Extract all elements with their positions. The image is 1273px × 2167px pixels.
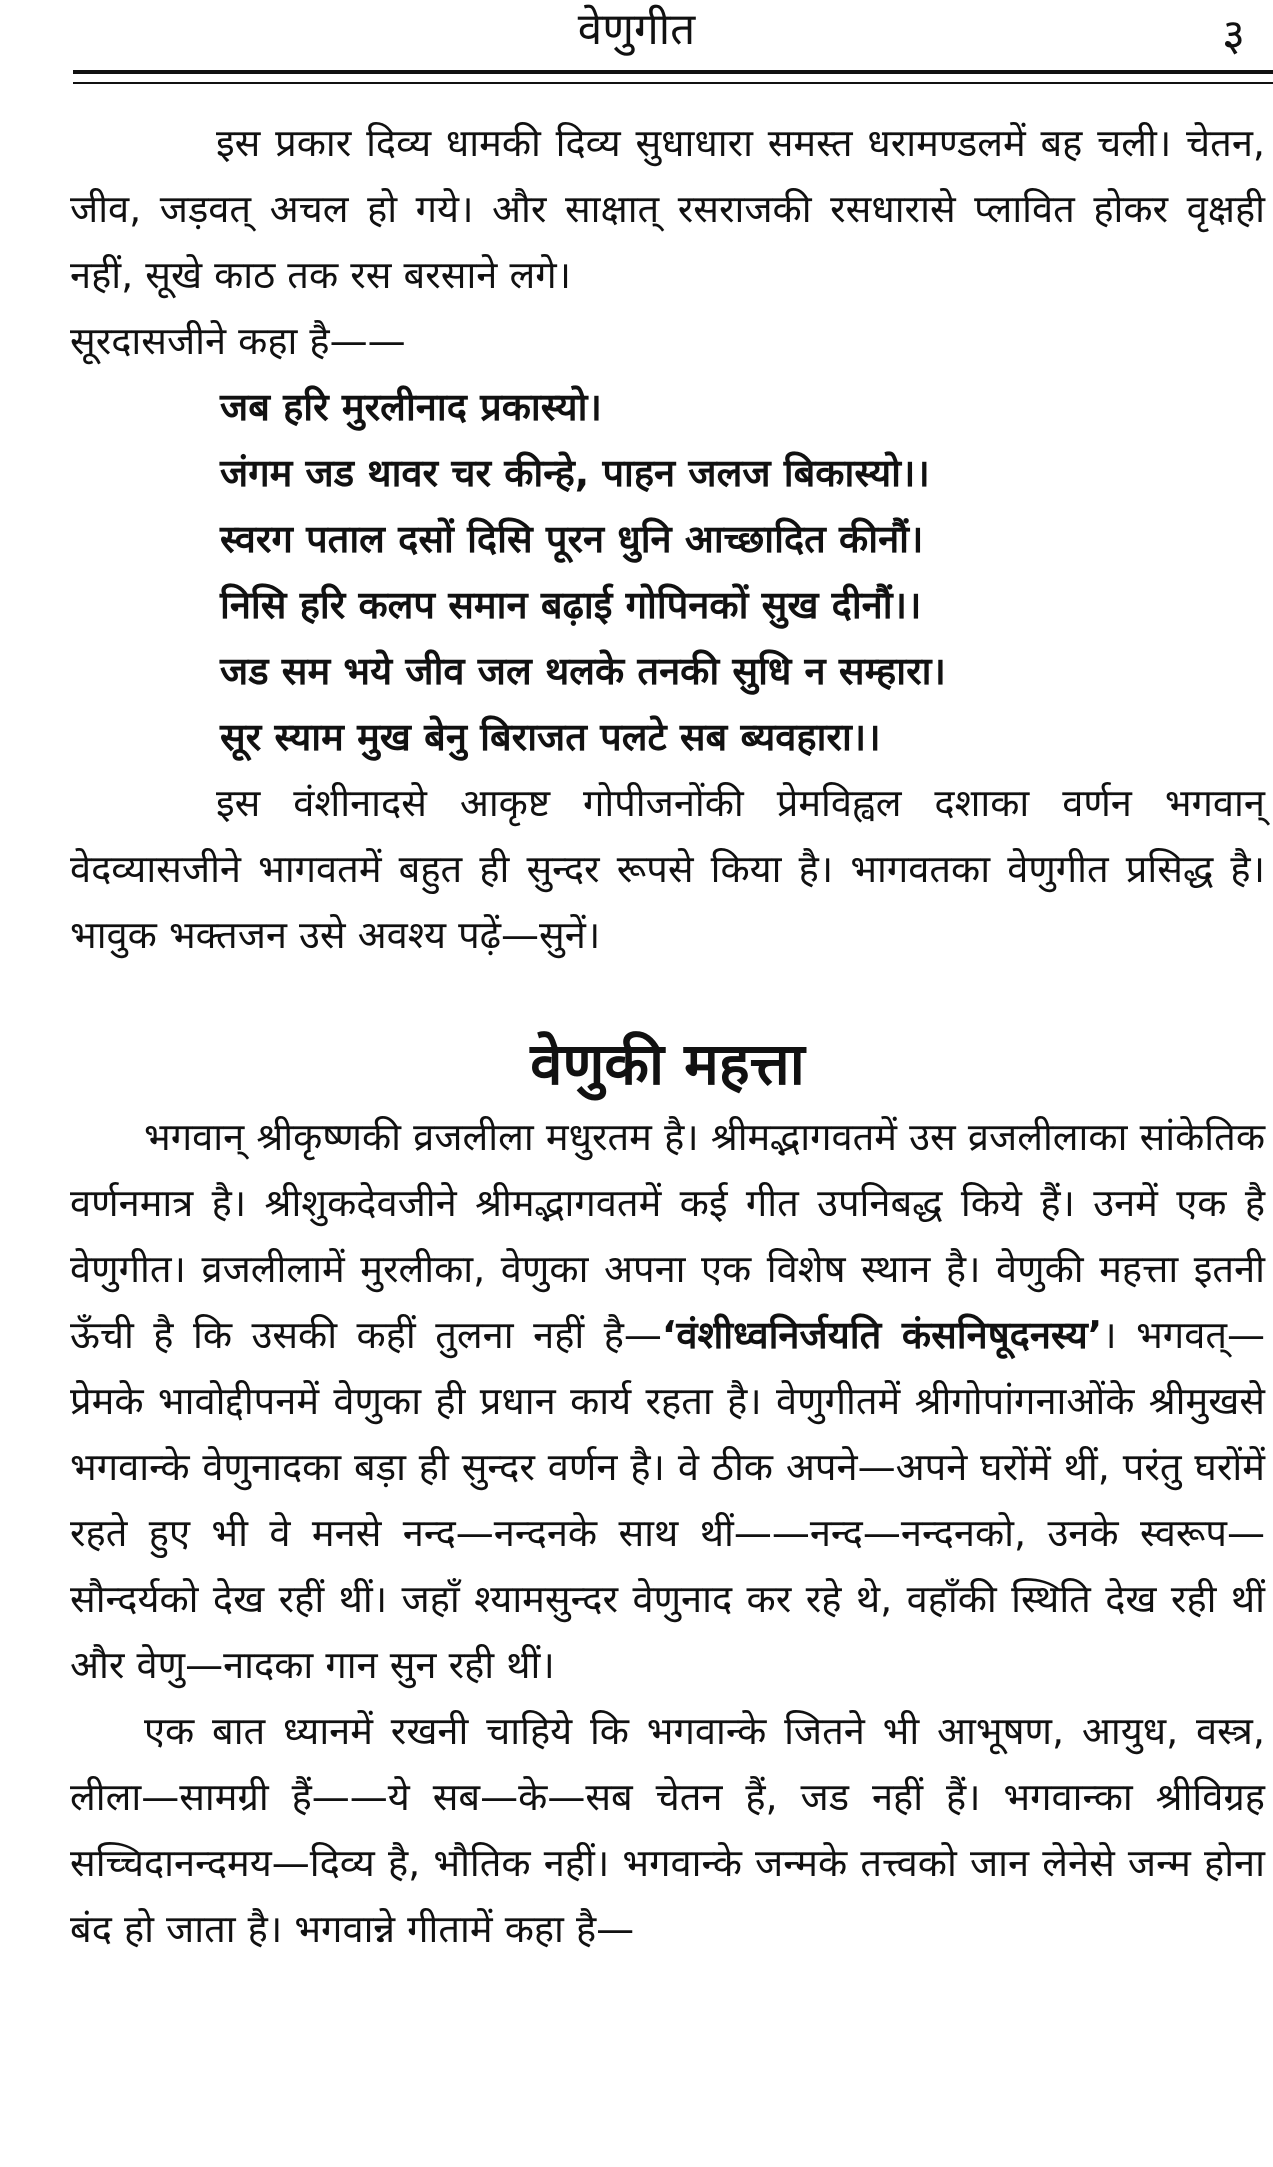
verse-line: स्वरग पताल दसों दिसि पूरन धुनि आच्छादित कीनौं। [220, 517, 924, 561]
section-heading: वेणुकी महत्ता [530, 1030, 805, 1098]
verse-line: जड सम भये जीव जल थलके तनकी सुधि न सम्हारा। [220, 649, 946, 693]
intro-quote-lead: सूरदासजीने कहा है—— [70, 319, 406, 363]
page-number: ३ [1222, 10, 1245, 61]
paragraph-text: । भगवत्—प्रेमके भावोद्दीपनमें वेणुका ही प्रधान कार्य रहता है। वेणुगीतमें श्रीगोपांगनाओंके श्रीमुखसे भगवान्के वेणुनादका बड़ा ही सुन्दर वर्णन है। वे ठीक अपने—अपने घरोंमें थीं, परंतु घरोंमें रहते हुए भी वे मनसे नन्द—नन्दनके साथ थीं——नन्द—नन्दनको, उनके स्वरूप—सौन्दर्यको देख रहीं थीं। जहाँ श्यामसुन्दर वेणुनाद कर रहे थे, वहाँकी स्थिति देख रही थीं और वेणु—नादका गान सुन रही थीं। [70, 1313, 1265, 1687]
running-title: वेणुगीत [577, 4, 696, 55]
intro-closing-paragraph: इस वंशीनादसे आकृष्ट गोपीजनोंकी प्रेमविह्वल दशाका वर्णन भगवान् वेदव्यासजीने भागवतमें बहुत ही सुन्दर रूपसे किया है। भागवतका वेणुगीत प्रसिद्ध है। भावुक भक्तजन उसे अवश्य पढ़ें—सुनें। [70, 781, 1265, 957]
verse-line: जंगम जड थावर चर कीन्हे, पाहन जलज बिकास्यो।। [220, 451, 930, 495]
running-head [0, 0, 1273, 64]
header-rule-thick [73, 70, 1273, 74]
verse-line: जब हरि मुरलीनाद प्रकास्यो। [220, 385, 602, 429]
paragraph-text: भगवान् श्रीकृष्णकी व्रजलीला मधुरतम है। श्रीमद्भागवतमें उस व्रजलीलाका सांकेतिक वर्णनमात्र है। श्रीशुकदेवजीने श्रीमद्भागवतमें कई गीत उपनिबद्ध किये हैं। उनमें एक है वेणुगीत। व्रजलीलामें मुरलीका, वेणुका अपना एक विशेष स्थान है। वेणुकी महत्ता इतनी ऊँची है कि उसकी कहीं तुलना नहीं है— [70, 1115, 1265, 1357]
header-rule-thin [73, 82, 1273, 84]
section-paragraph-1 [70, 1104, 1265, 1698]
section-paragraph-2: एक बात ध्यानमें रखनी चाहिये कि भगवान्के जितने भी आभूषण, आयुध, वस्त्र, लीला—सामग्री हैं——ये सब—के—सब चेतन हैं, जड नहीं हैं। भगवान्का श्रीविग्रह सच्चिदानन्दमय—दिव्य है, भौतिक नहीं। भगवान्के जन्मके तत्त्वको जान लेनेसे जन्म होना बंद हो जाता है। भगवान्ने गीतामें कहा है— [70, 1709, 1265, 1951]
verse-block [70, 374, 1265, 770]
verse-line: सूर स्याम मुख बेनु बिराजत पलटे सब ब्यवहारा।। [220, 715, 881, 759]
page-body [70, 110, 1265, 1962]
sanskrit-quote: ‘वंशीध्वनिर्जयति कंसनिषूदनस्य’ [661, 1313, 1103, 1357]
verse-line: निसि हरि कलप समान बढ़ाई गोपिनकों सुख दीनौं।। [220, 583, 922, 627]
intro-paragraph: इस प्रकार दिव्य धामकी दिव्य सुधाधारा समस्त धरामण्डलमें बह चली। चेतन, जीव, जड़वत् अचल हो गये। और साक्षात् रसराजकी रसधारासे प्लावित होकर वृक्षही नहीं, सूखे काठ तक रस बरसाने लगे। [70, 121, 1265, 297]
